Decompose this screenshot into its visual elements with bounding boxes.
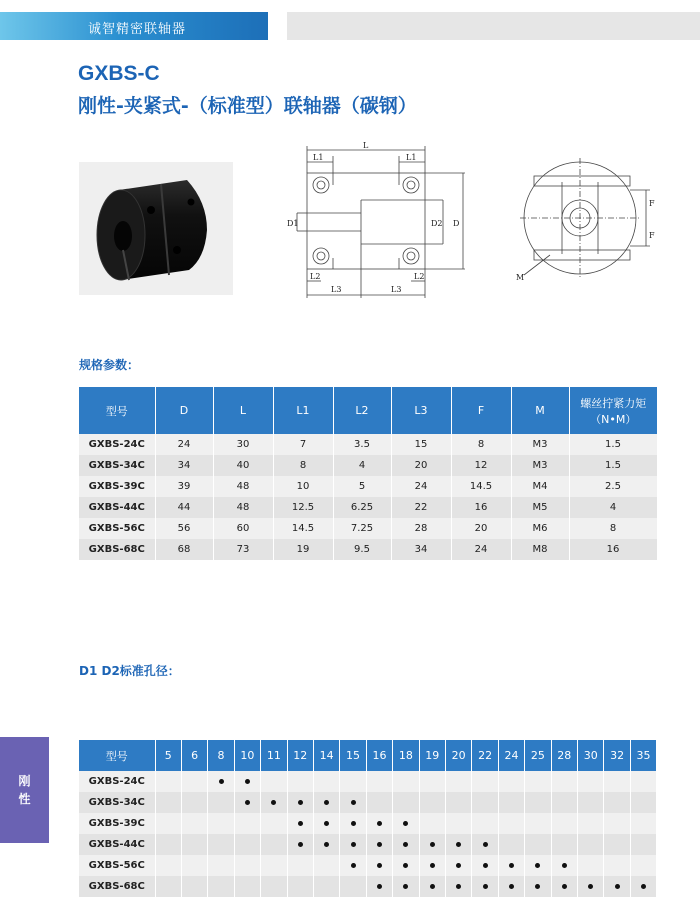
bore-cell <box>234 792 260 813</box>
bore-cell <box>155 813 181 834</box>
dim-label: L1 <box>406 153 417 162</box>
side-category-tab[interactable] <box>0 737 49 843</box>
bore-cell <box>525 771 551 792</box>
bore-cell <box>234 855 260 876</box>
spec-cell: 20 <box>451 518 511 539</box>
spec-cell: M6 <box>511 518 569 539</box>
bore-size-header: 18 <box>393 740 419 771</box>
available-dot <box>403 884 408 889</box>
available-dot <box>562 884 567 889</box>
bore-size-header: 28 <box>551 740 577 771</box>
col-header: L1 <box>273 387 333 434</box>
spec-cell: 8 <box>569 518 657 539</box>
bore-cell <box>181 834 207 855</box>
bore-cell <box>234 813 260 834</box>
bore-cell <box>419 834 445 855</box>
bore-cell <box>208 855 234 876</box>
bore-cell <box>393 771 419 792</box>
spec-cell: 14.5 <box>451 476 511 497</box>
spec-cell: 19 <box>273 539 333 560</box>
spec-cell: 24 <box>391 476 451 497</box>
bore-cell <box>604 876 630 897</box>
bore-cell <box>340 855 366 876</box>
available-dot <box>456 842 461 847</box>
spec-cell: 4 <box>569 497 657 518</box>
available-dot <box>377 863 382 868</box>
available-dot <box>324 800 329 805</box>
bore-cell <box>155 834 181 855</box>
table-row <box>79 539 657 560</box>
bore-cell <box>261 876 287 897</box>
spec-cell: 24 <box>155 434 213 455</box>
header-brand: 诚智精密联轴器 <box>88 22 187 37</box>
bore-cell <box>630 771 656 792</box>
bore-cell <box>208 834 234 855</box>
bore-cell <box>261 834 287 855</box>
available-dot <box>430 884 435 889</box>
bore-cell <box>181 771 207 792</box>
bore-cell <box>155 792 181 813</box>
table-row <box>79 455 657 476</box>
available-dot <box>615 884 620 889</box>
spec-cell: 22 <box>391 497 451 518</box>
bore-size-header: 32 <box>604 740 630 771</box>
table-row <box>79 771 657 792</box>
bore-cell <box>208 771 234 792</box>
spec-cell: 68 <box>155 539 213 560</box>
specs-table <box>79 387 658 560</box>
bore-cell <box>287 876 313 897</box>
available-dot <box>535 884 540 889</box>
bore-cell <box>393 876 419 897</box>
bore-cell <box>261 855 287 876</box>
spec-cell: 16 <box>569 539 657 560</box>
bore-cell <box>445 792 471 813</box>
bore-cell <box>419 792 445 813</box>
bore-cell <box>604 792 630 813</box>
bore-cell <box>551 876 577 897</box>
bore-cell <box>234 876 260 897</box>
bore-cell <box>208 876 234 897</box>
bore-size-header: 20 <box>445 740 471 771</box>
model-cell: GXBS-68C <box>79 876 155 897</box>
bore-cell <box>498 813 524 834</box>
model-cell: GXBS-34C <box>79 792 155 813</box>
available-dot <box>271 800 276 805</box>
spec-cell: M5 <box>511 497 569 518</box>
bore-cell <box>155 855 181 876</box>
available-dot <box>351 863 356 868</box>
available-dot <box>298 842 303 847</box>
product-photo <box>79 162 233 295</box>
front-view-drawing <box>510 150 660 290</box>
bore-cell <box>261 771 287 792</box>
model-cell: GXBS-34C <box>79 455 155 476</box>
bore-cell <box>313 771 339 792</box>
spec-cell: 3.5 <box>333 434 391 455</box>
col-header: M <box>511 387 569 434</box>
bore-size-header: 8 <box>208 740 234 771</box>
available-dot <box>403 842 408 847</box>
bore-cell <box>419 771 445 792</box>
dim-label: D <box>453 219 460 228</box>
model-cell: GXBS-44C <box>79 497 155 518</box>
bore-cell <box>630 876 656 897</box>
bore-size-header: 19 <box>419 740 445 771</box>
bore-cell <box>604 771 630 792</box>
bore-cell <box>578 792 604 813</box>
spec-cell: 56 <box>155 518 213 539</box>
product-model: GXBS-C <box>78 62 160 85</box>
table-row <box>79 834 657 855</box>
spec-cell: 16 <box>451 497 511 518</box>
bore-cell <box>578 834 604 855</box>
bore-cell <box>498 792 524 813</box>
bore-cell <box>181 855 207 876</box>
model-cell: GXBS-24C <box>79 434 155 455</box>
available-dot <box>562 863 567 868</box>
bore-size-header: 22 <box>472 740 498 771</box>
available-dot <box>483 842 488 847</box>
bore-cell <box>498 855 524 876</box>
bore-cell <box>551 834 577 855</box>
bore-cell <box>419 855 445 876</box>
bore-cell <box>287 813 313 834</box>
dim-label: L2 <box>414 272 425 281</box>
available-dot <box>641 884 646 889</box>
bore-cell <box>551 771 577 792</box>
available-dot <box>430 842 435 847</box>
bore-cell <box>340 792 366 813</box>
table-row <box>79 792 657 813</box>
bore-cell <box>287 792 313 813</box>
dim-label: F <box>649 199 655 208</box>
spec-cell: 44 <box>155 497 213 518</box>
dim-label: D1 <box>287 219 299 228</box>
side-tab-label: 刚性 <box>18 774 31 806</box>
bore-cell <box>604 855 630 876</box>
bore-cell <box>366 771 392 792</box>
available-dot <box>377 821 382 826</box>
dim-label: L3 <box>391 285 402 294</box>
spec-cell: 12.5 <box>273 497 333 518</box>
bore-cell <box>525 792 551 813</box>
available-dot <box>298 800 303 805</box>
spec-cell: 48 <box>213 497 273 518</box>
available-dot <box>324 842 329 847</box>
bore-cell <box>472 834 498 855</box>
table-row <box>79 813 657 834</box>
bore-size-header: 35 <box>630 740 656 771</box>
spec-cell: 7.25 <box>333 518 391 539</box>
available-dot <box>509 863 514 868</box>
bore-cell <box>340 813 366 834</box>
bore-cell <box>287 771 313 792</box>
bore-cell <box>366 792 392 813</box>
spec-cell: 39 <box>155 476 213 497</box>
bore-cell <box>234 834 260 855</box>
model-cell: GXBS-24C <box>79 771 155 792</box>
bore-cell <box>366 834 392 855</box>
bore-cell <box>155 876 181 897</box>
bore-cell <box>313 813 339 834</box>
dim-label: L <box>363 141 369 150</box>
bore-cell <box>445 813 471 834</box>
bore-cell <box>208 813 234 834</box>
spec-cell: 40 <box>213 455 273 476</box>
bore-cell <box>287 855 313 876</box>
available-dot <box>351 842 356 847</box>
spec-cell: 7 <box>273 434 333 455</box>
bore-size-header: 10 <box>234 740 260 771</box>
bore-cell <box>525 813 551 834</box>
dim-label: D2 <box>431 219 443 228</box>
available-dot <box>403 821 408 826</box>
header-brand-bar <box>0 12 268 40</box>
bore-cell <box>261 813 287 834</box>
bore-cell <box>181 813 207 834</box>
table-row <box>79 434 657 455</box>
spec-cell: 9.5 <box>333 539 391 560</box>
spec-cell: 15 <box>391 434 451 455</box>
dim-label: F <box>649 231 655 240</box>
bore-size-header: 30 <box>578 740 604 771</box>
bore-cell <box>445 855 471 876</box>
spec-cell: M3 <box>511 434 569 455</box>
spec-cell: 4 <box>333 455 391 476</box>
bore-cell <box>366 876 392 897</box>
bore-cell <box>445 876 471 897</box>
bore-cell <box>340 771 366 792</box>
bore-cell <box>313 834 339 855</box>
torque-label: 螺丝拧紧力矩 <box>580 396 647 410</box>
col-header-torque <box>569 387 657 434</box>
spec-cell: 5 <box>333 476 391 497</box>
bore-cell <box>630 834 656 855</box>
available-dot <box>456 863 461 868</box>
bore-size-header: 5 <box>155 740 181 771</box>
available-dot <box>483 863 488 868</box>
spec-cell: 30 <box>213 434 273 455</box>
bore-cell <box>525 855 551 876</box>
col-header: L <box>213 387 273 434</box>
bore-cell <box>498 771 524 792</box>
side-view-drawing <box>283 140 475 300</box>
spec-cell: 34 <box>155 455 213 476</box>
table-row <box>79 855 657 876</box>
col-header: L3 <box>391 387 451 434</box>
bore-cell <box>630 813 656 834</box>
bore-cell <box>578 813 604 834</box>
available-dot <box>298 821 303 826</box>
bore-cell <box>525 834 551 855</box>
model-cell: GXBS-68C <box>79 539 155 560</box>
spec-cell: M4 <box>511 476 569 497</box>
bore-cell <box>551 792 577 813</box>
available-dot <box>351 800 356 805</box>
model-cell: GXBS-39C <box>79 813 155 834</box>
bore-cell <box>313 876 339 897</box>
model-cell: GXBS-56C <box>79 518 155 539</box>
bore-cell <box>287 834 313 855</box>
bore-cell <box>472 771 498 792</box>
specs-header-row <box>79 387 657 434</box>
bore-cell <box>419 813 445 834</box>
bore-cell <box>445 834 471 855</box>
spec-cell: 28 <box>391 518 451 539</box>
bore-cell <box>393 855 419 876</box>
spec-cell: 1.5 <box>569 455 657 476</box>
bore-size-header: 12 <box>287 740 313 771</box>
bore-cell <box>181 792 207 813</box>
available-dot <box>535 863 540 868</box>
bores-header-row <box>79 740 657 771</box>
available-dot <box>509 884 514 889</box>
spec-cell: 1.5 <box>569 434 657 455</box>
torque-unit: （N•M） <box>590 412 637 426</box>
col-header: D <box>155 387 213 434</box>
available-dot <box>245 800 250 805</box>
bore-cell <box>551 813 577 834</box>
available-dot <box>245 779 250 784</box>
spec-cell: 34 <box>391 539 451 560</box>
bore-size-header: 6 <box>181 740 207 771</box>
bore-size-header: 15 <box>340 740 366 771</box>
bore-cell <box>472 876 498 897</box>
spec-cell: 6.25 <box>333 497 391 518</box>
available-dot <box>456 884 461 889</box>
bore-cell <box>313 792 339 813</box>
model-cell: GXBS-56C <box>79 855 155 876</box>
bore-cell <box>419 876 445 897</box>
bore-cell <box>393 792 419 813</box>
bore-cell <box>234 771 260 792</box>
header-gray-bar <box>287 12 700 40</box>
bore-cell <box>313 855 339 876</box>
bore-size-header: 16 <box>366 740 392 771</box>
bore-cell <box>604 834 630 855</box>
available-dot <box>403 863 408 868</box>
bore-cell <box>525 876 551 897</box>
col-header: L2 <box>333 387 391 434</box>
bore-cell <box>393 834 419 855</box>
bore-cell <box>604 813 630 834</box>
bore-cell <box>630 855 656 876</box>
available-dot <box>483 884 488 889</box>
spec-cell: 24 <box>451 539 511 560</box>
available-dot <box>430 863 435 868</box>
spec-cell: 20 <box>391 455 451 476</box>
bore-cell <box>630 792 656 813</box>
table-row <box>79 518 657 539</box>
spec-cell: M3 <box>511 455 569 476</box>
bore-cell <box>340 876 366 897</box>
bore-cell <box>155 771 181 792</box>
bore-cell <box>340 834 366 855</box>
dim-label: L3 <box>331 285 342 294</box>
bore-cell <box>578 771 604 792</box>
spec-cell: 2.5 <box>569 476 657 497</box>
dim-label: M <box>516 273 525 282</box>
bores-table <box>79 740 657 897</box>
bore-cell <box>208 792 234 813</box>
bore-size-header: 24 <box>498 740 524 771</box>
spec-cell: 60 <box>213 518 273 539</box>
bore-cell <box>366 855 392 876</box>
spec-cell: 14.5 <box>273 518 333 539</box>
specs-section-title: 规格参数： <box>79 358 140 372</box>
col-header: F <box>451 387 511 434</box>
model-cell: GXBS-44C <box>79 834 155 855</box>
spec-cell: 12 <box>451 455 511 476</box>
available-dot <box>377 842 382 847</box>
table-row <box>79 476 657 497</box>
bore-size-header: 11 <box>261 740 287 771</box>
bore-cell <box>472 792 498 813</box>
spec-cell: 10 <box>273 476 333 497</box>
dim-label: L1 <box>313 153 324 162</box>
table-row <box>79 876 657 897</box>
table-row <box>79 497 657 518</box>
spec-cell: M8 <box>511 539 569 560</box>
bore-cell <box>551 855 577 876</box>
available-dot <box>324 821 329 826</box>
col-header: 型号 <box>79 740 155 771</box>
model-cell: GXBS-39C <box>79 476 155 497</box>
bore-cell <box>498 834 524 855</box>
col-header: 型号 <box>79 387 155 434</box>
bores-section-title: D1 D2标准孔径： <box>79 664 180 678</box>
available-dot <box>377 884 382 889</box>
bore-cell <box>578 876 604 897</box>
available-dot <box>219 779 224 784</box>
bore-cell <box>366 813 392 834</box>
bore-cell <box>498 876 524 897</box>
bore-cell <box>472 855 498 876</box>
bore-cell <box>578 855 604 876</box>
spec-cell: 48 <box>213 476 273 497</box>
spec-cell: 73 <box>213 539 273 560</box>
bore-size-header: 14 <box>313 740 339 771</box>
spec-cell: 8 <box>273 455 333 476</box>
product-title: 刚性-夹紧式-（标准型）联轴器（碳钢） <box>78 95 417 117</box>
spec-cell: 8 <box>451 434 511 455</box>
bore-cell <box>393 813 419 834</box>
bore-cell <box>445 771 471 792</box>
available-dot <box>351 821 356 826</box>
dim-label: L2 <box>310 272 321 281</box>
bore-cell <box>472 813 498 834</box>
available-dot <box>588 884 593 889</box>
bore-size-header: 25 <box>525 740 551 771</box>
bore-cell <box>181 876 207 897</box>
bore-cell <box>261 792 287 813</box>
